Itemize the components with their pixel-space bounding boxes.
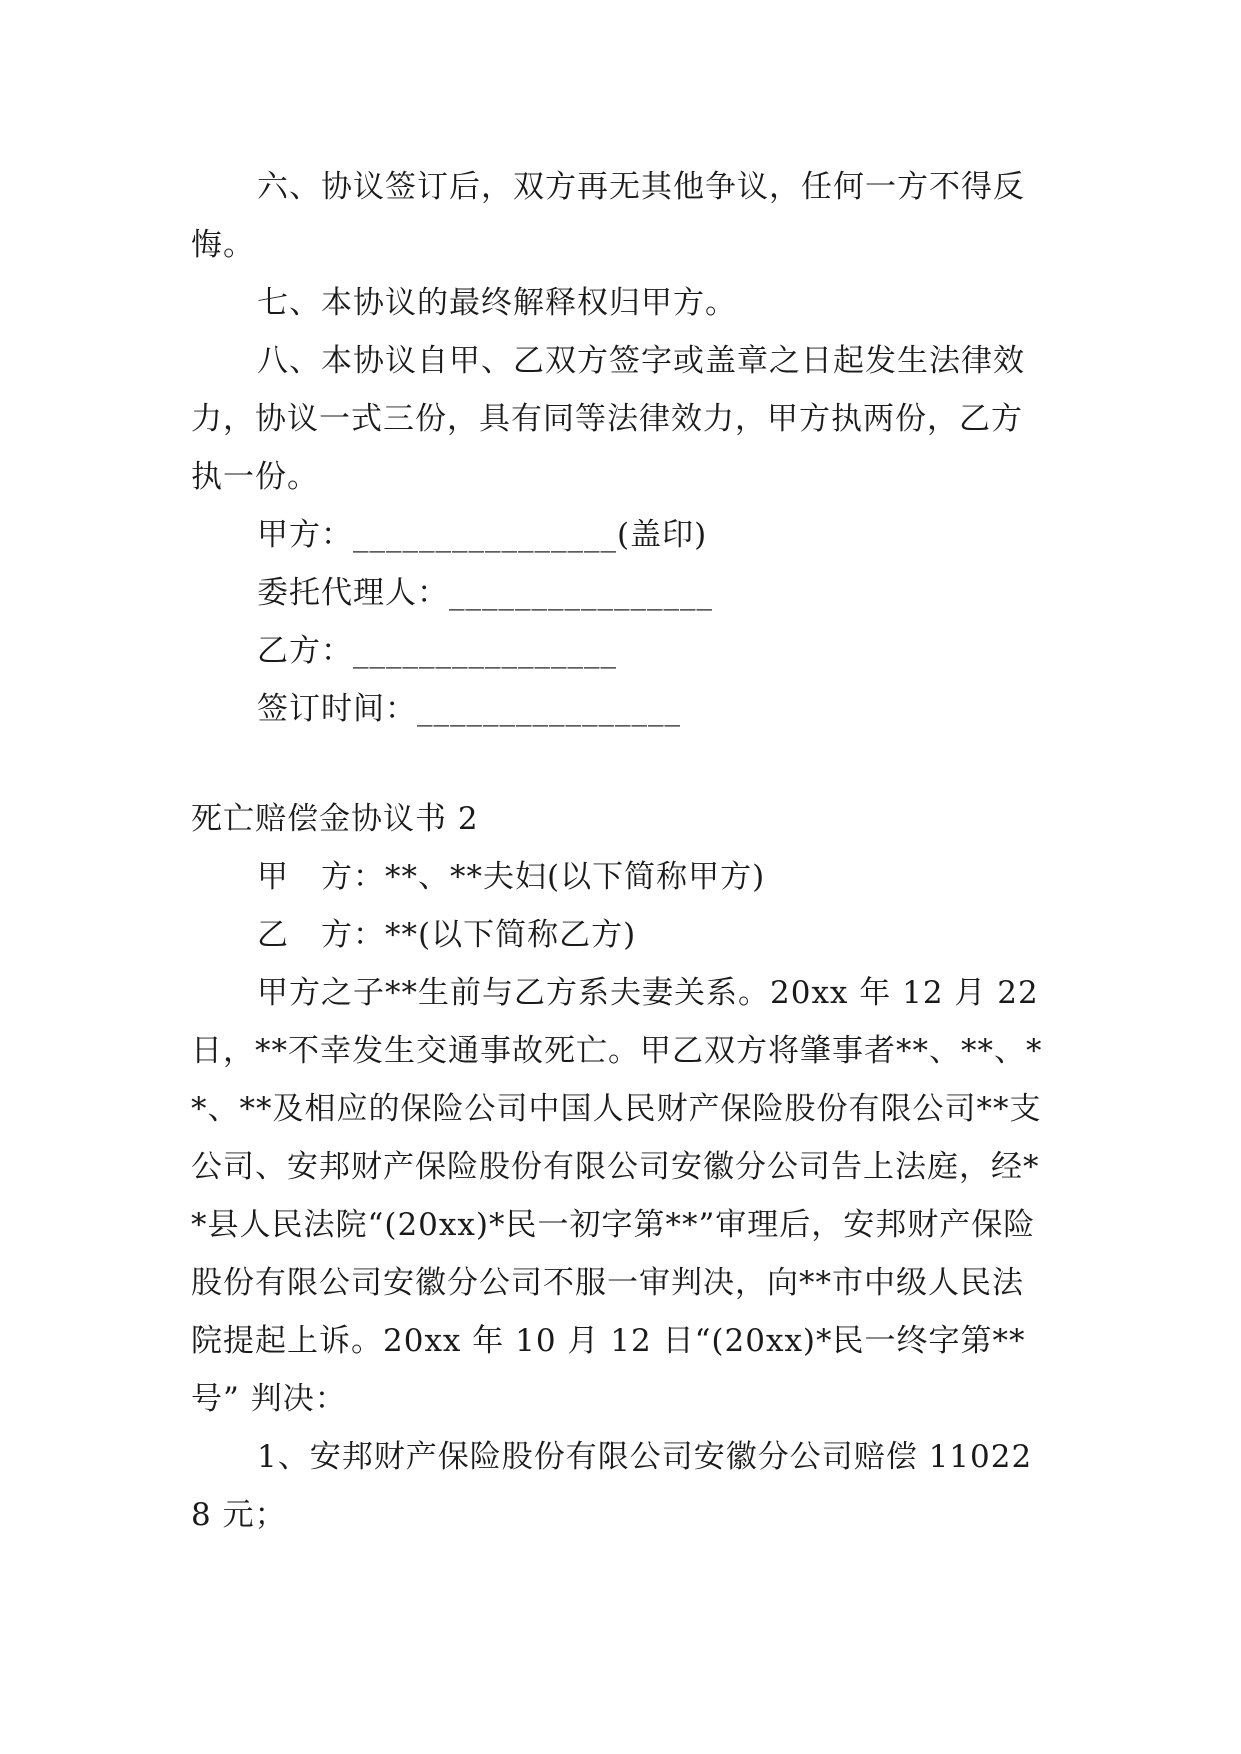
clause-8: 八、本协议自甲、乙双方签字或盖章之日起发生法律效力，协议一式三份，具有同等法律效力，甲方执两份，乙方执一份。: [191, 343, 1025, 495]
agreement-2-party-b: 乙 方：**(以下简称乙方): [257, 917, 637, 953]
signature-time: 签订时间：________________: [257, 691, 681, 727]
clause-7: 七、本协议的最终解释权归甲方。: [257, 285, 737, 321]
signature-agent: 委托代理人：________________: [257, 575, 713, 611]
document-page: [191, 158, 1051, 1544]
signature-party-b: 乙方：________________: [257, 633, 617, 669]
agreement-2-party-a: 甲 方：**、**夫妇(以下简称甲方): [257, 859, 766, 895]
signature-party-a: 甲方：________________(盖印): [257, 517, 708, 553]
agreement-2-title: 死亡赔偿金协议书 2: [191, 801, 479, 837]
clause-6: 六、协议签订后，双方再无其他争议，任何一方不得反悔。: [191, 169, 1025, 263]
agreement-2-item-1: 1、安邦财产保险股份有限公司安徽分公司赔偿 110228 元；: [191, 1439, 1033, 1533]
agreement-2-background: 甲方之子**生前与乙方系夫妻关系。20xx 年 12 月 22 日，**不幸发生交通事故死亡。甲乙双方将肇事者**、**、**、**及相应的保险公司中国人民财产保险股份有限公司**支公司、安邦财产保险股份有限公司安徽分公司告上法庭，经**县人民法院“(20xx)*民一初字第**”审理后，安邦财产保险股份有限公司安徽分公司不服一审判决，向**市中级人民法院提起上诉。20xx 年 10 月 12 日“(20xx)*民一终字第**号” 判决：: [191, 975, 1050, 1417]
